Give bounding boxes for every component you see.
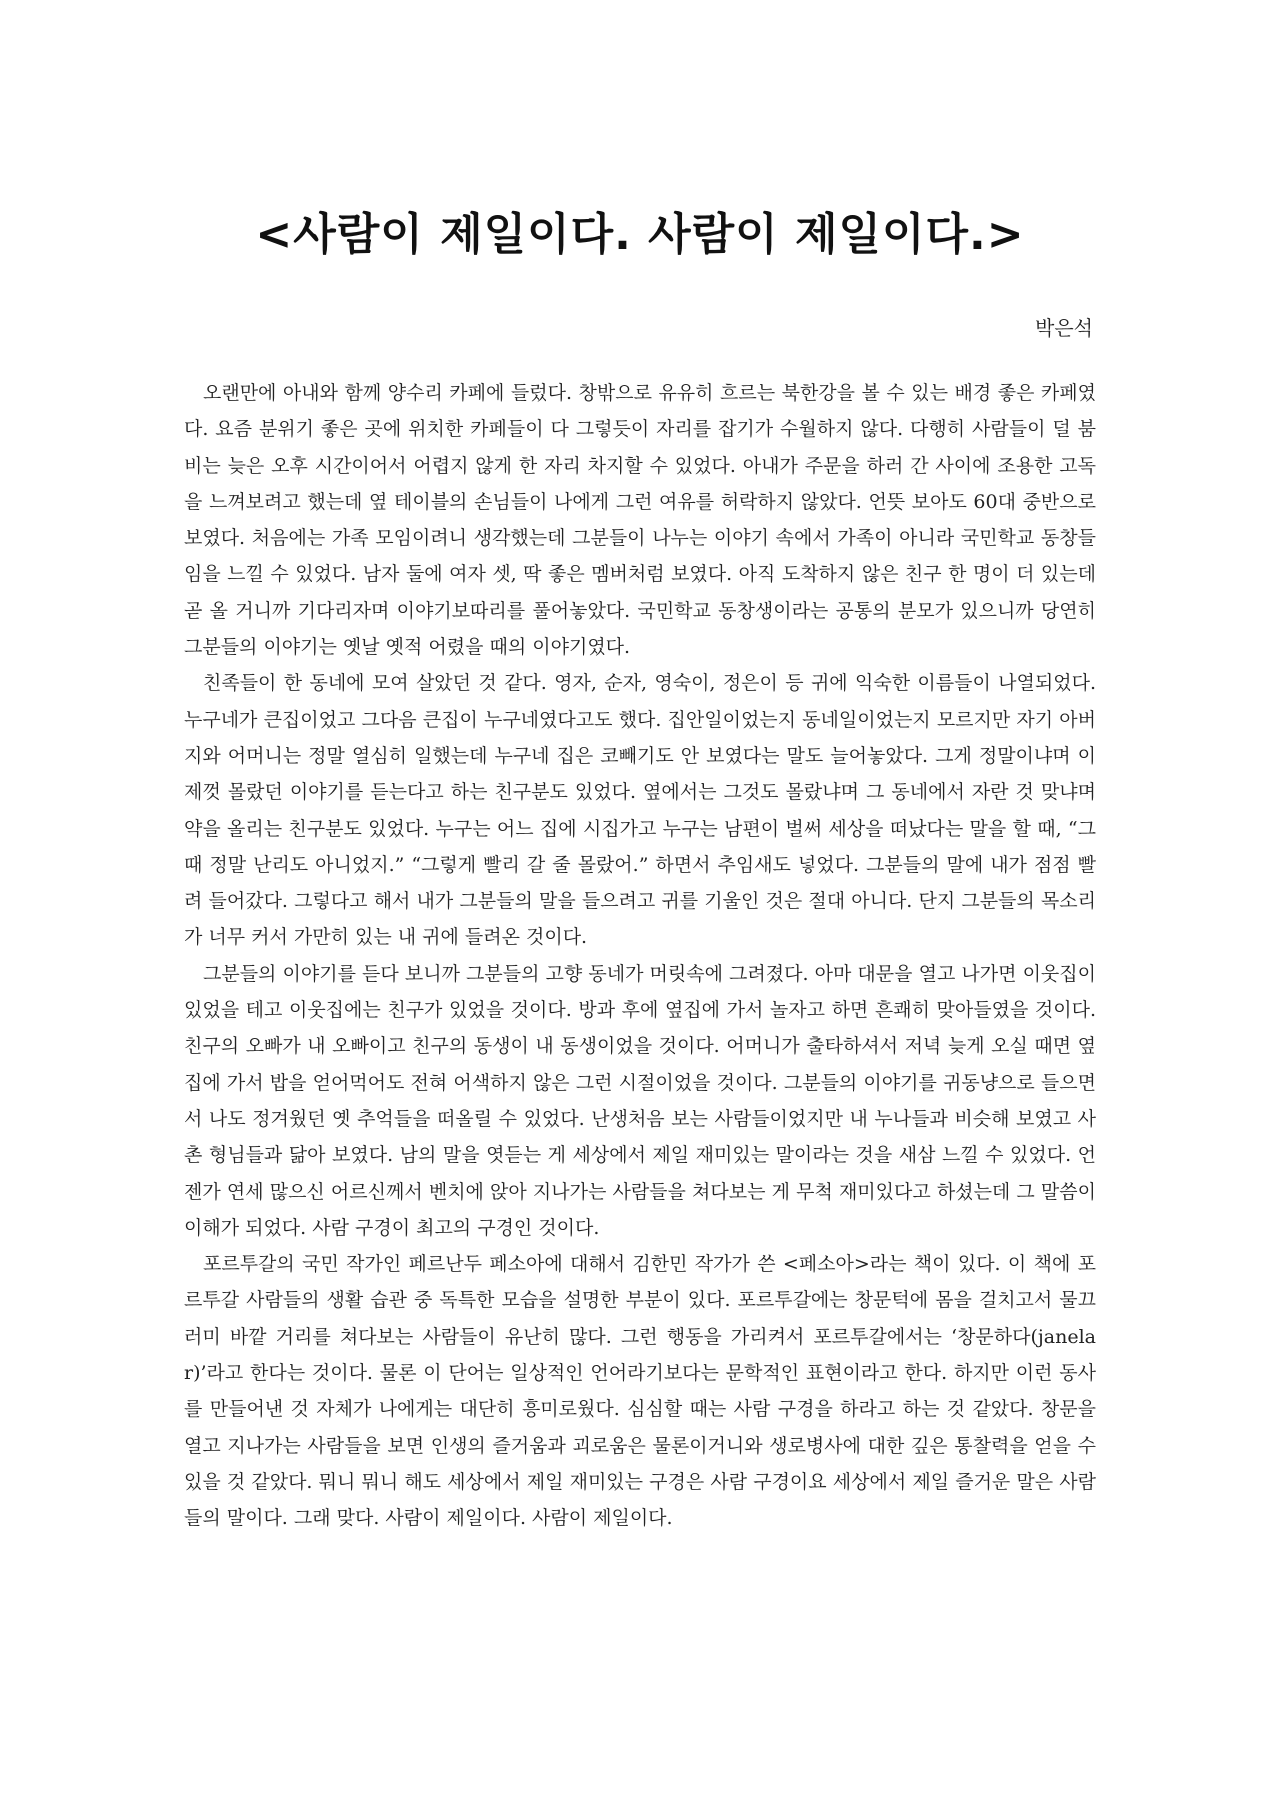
paragraph: 그분들의 이야기를 듣다 보니까 그분들의 고향 동네가 머릿속에 그려졌다. 아마 대문을 열고 나가면 이웃집이 있었을 테고 이웃집에는 친구가 있었을 것이다. 방과 후에 옆집에 가서 놀자고 하면 흔쾌히 맞아들였을 것이다. 친구의 오빠가 내 오빠이고 친구의 동생이 내 동생이었을 것이다. 어머니가 출타하셔서 저녁 늦게 오실 때면 옆집에 가서 밥을 얻어먹어도 전혀 어색하지 않은 그런 시절이었을 것이다. 그분들의 이야기를 귀동냥으로 들으면서 나도 정겨웠던 옛 추억들을 떠올릴 수 있었다. 난생처음 보는 사람들이었지만 내 누나들과 비슷해 보였고 사촌 형님들과 닮아 보였다. 남의 말을 엿듣는 게 세상에서 제일 재미있는 말이라는 것을 새삼 느낄 수 있었다. 언젠가 연세 많으신 어르신께서 벤치에 앉아 지나가는 사람들을 쳐다보는 게 무척 재미있다고 하셨는데 그 말씀이 이해가 되었다. 사람 구경이 최고의 구경인 것이다. — [184, 962, 1096, 1239]
author-name: 박은석 — [1035, 316, 1093, 340]
document-title: <사람이 제일이다. 사람이 제일이다.> — [255, 209, 1025, 260]
paragraph: 오랜만에 아내와 함께 양수리 카페에 들렀다. 창밖으로 유유히 흐르는 북한강을 볼 수 있는 배경 좋은 카페였다. 요즘 분위기 좋은 곳에 위치한 카페들이 다 그렇듯이 자리를 잡기가 수월하지 않다. 다행히 사람들이 덜 붐비는 늦은 오후 시간이어서 어렵지 않게 한 자리 차지할 수 있었다. 아내가 주문을 하러 간 사이에 조용한 고독을 느껴보려고 했는데 옆 테이블의 손님들이 나에게 그런 여유를 허락하지 않았다. 언뜻 보아도 60대 중반으로 보였다. 처음에는 가족 모임이려니 생각했는데 그분들이 나누는 이야기 속에서 가족이 아니라 국민학교 동창들임을 느낄 수 있었다. 남자 둘에 여자 셋, 딱 좋은 멤버처럼 보였다. 아직 도착하지 않은 친구 한 명이 더 있는데 곧 올 거니까 기다리자며 이야기보따리를 풀어놓았다. 국민학교 동창생이라는 공통의 분모가 있으니까 당연히 그분들의 이야기는 옛날 옛적 어렸을 때의 이야기였다. — [184, 382, 1096, 659]
essay-body — [184, 375, 1096, 1537]
paragraph: 포르투갈의 국민 작가인 페르난두 페소아에 대해서 김한민 작가가 쓴 <페소아>라는 책이 있다. 이 책에 포르투갈 사람들의 생활 습관 중 독특한 모습을 설명한 부분이 있다. 포르투갈에는 창문턱에 몸을 걸치고서 물끄러미 바깥 거리를 쳐다보는 사람들이 유난히 많다. 그런 행동을 가리켜서 포르투갈에서는 ‘창문하다(janelar)’라고 한다는 것이다. 물론 이 단어는 일상적인 언어라기보다는 문학적인 표현이라고 한다. 하지만 이런 동사를 만들어낸 것 자체가 나에게는 대단히 흥미로웠다. 심심할 때는 사람 구경을 하라고 하는 것 같았다. 창문을 열고 지나가는 사람들을 보면 인생의 즐거움과 괴로움은 물론이거니와 생로병사에 대한 깊은 통찰력을 얻을 수 있을 것 같았다. 뭐니 뭐니 해도 세상에서 제일 재미있는 구경은 사람 구경이요 세상에서 제일 즐거운 말은 사람들의 말이다. 그래 맞다. 사람이 제일이다. 사람이 제일이다. — [184, 1253, 1096, 1530]
paragraph: 친족들이 한 동네에 모여 살았던 것 같다. 영자, 순자, 영숙이, 정은이 등 귀에 익숙한 이름들이 나열되었다. 누구네가 큰집이었고 그다음 큰집이 누구네였다고도 했다. 집안일이었는지 동네일이었는지 모르지만 자기 아버지와 어머니는 정말 열심히 일했는데 누구네 집은 코빼기도 안 보였다는 말도 늘어놓았다. 그게 정말이냐며 이제껏 몰랐던 이야기를 듣는다고 하는 친구분도 있었다. 옆에서는 그것도 몰랐냐며 그 동네에서 자란 것 맞냐며 약을 올리는 친구분도 있었다. 누구는 어느 집에 시집가고 누구는 남편이 벌써 세상을 떠났다는 말을 할 때, “그때 정말 난리도 아니었지.” “그렇게 빨리 갈 줄 몰랐어.” 하면서 추임새도 넣었다. 그분들의 말에 내가 점점 빨려 들어갔다. 그렇다고 해서 내가 그분들의 말을 들으려고 귀를 기울인 것은 절대 아니다. 단지 그분들의 목소리가 너무 커서 가만히 있는 내 귀에 들려온 것이다. — [184, 672, 1096, 949]
